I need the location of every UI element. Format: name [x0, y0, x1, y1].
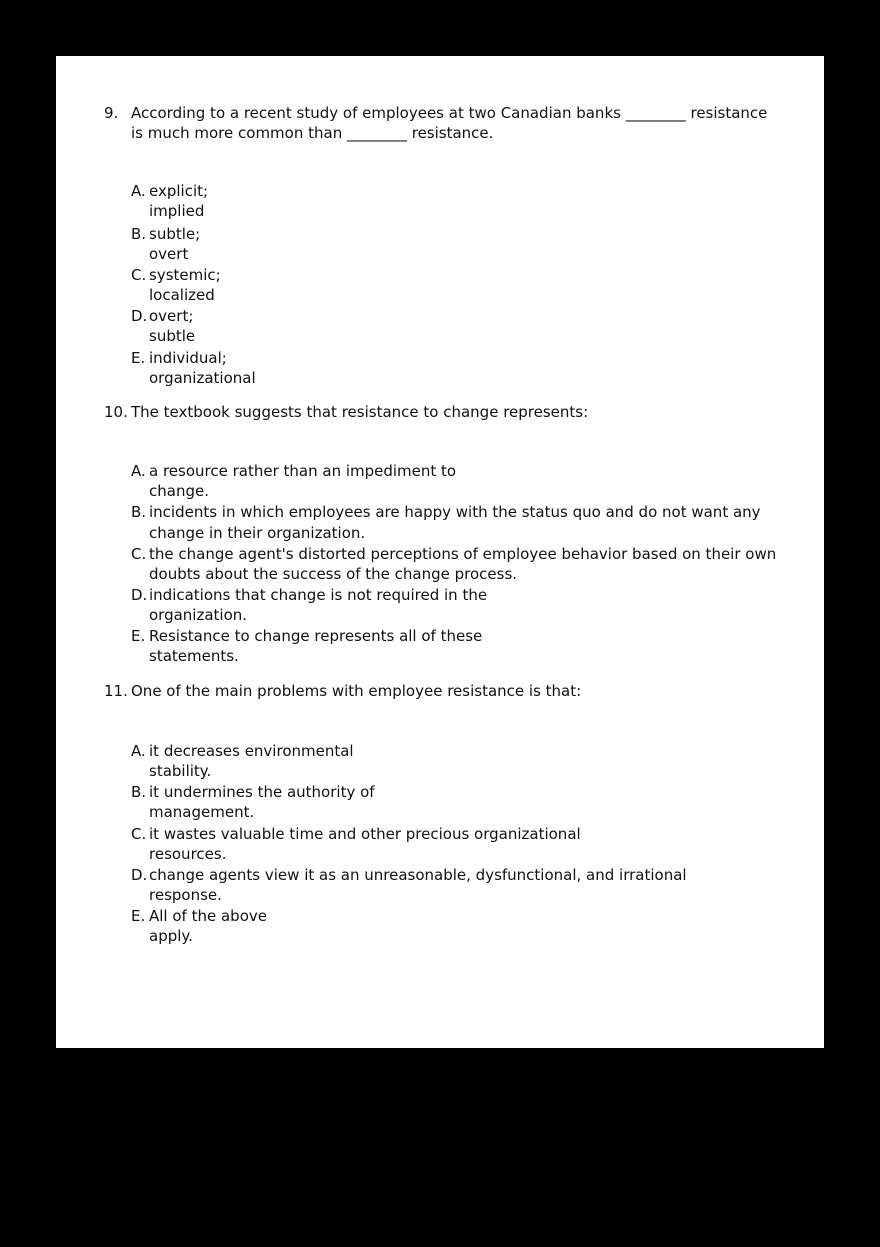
option-letter: D.: [131, 866, 148, 884]
option-text: implied: [149, 202, 205, 220]
option-letter: A.: [131, 182, 146, 200]
option-letter: C.: [131, 825, 147, 843]
question-text-line: One of the main problems with employee resistance is that:: [131, 682, 582, 700]
option-letter: D.: [131, 586, 148, 604]
option-text: indications that change is not required in the: [149, 586, 488, 604]
option-letter: B.: [131, 783, 147, 801]
option-text: incidents in which employees are happy with the status quo and do not want any: [149, 503, 761, 521]
option-letter: D.: [131, 307, 148, 325]
option-letter: B.: [131, 503, 147, 521]
question-number: 10.: [104, 403, 128, 421]
option-letter: C.: [131, 266, 147, 284]
option-text: Resistance to change represents all of these: [149, 627, 483, 645]
option-letter: B.: [131, 225, 147, 243]
question-number: 9.: [104, 104, 119, 122]
option-letter: E.: [131, 627, 146, 645]
option-text: resources.: [149, 845, 227, 863]
option-text: localized: [149, 286, 215, 304]
option-letter: A.: [131, 742, 146, 760]
option-text: apply.: [149, 927, 193, 945]
option-text: overt: [149, 245, 189, 263]
option-letter: A.: [131, 462, 146, 480]
option-text: it decreases environmental: [149, 742, 354, 760]
option-text: change agents view it as an unreasonable, dysfunctional, and irrational: [149, 866, 687, 884]
option-text: doubts about the success of the change process.: [149, 565, 518, 583]
question-number: 11.: [104, 682, 128, 700]
option-text: statements.: [149, 647, 239, 665]
question-text-line: The textbook suggests that resistance to change represents:: [131, 403, 589, 421]
option-text: change in their organization.: [149, 524, 366, 542]
option-text: All of the above: [149, 907, 267, 925]
option-text: the change agent's distorted perceptions of employee behavior based on their own: [149, 545, 777, 563]
option-text: overt;: [149, 307, 194, 325]
option-text: stability.: [149, 762, 212, 780]
question-text-line: is much more common than ________ resistance.: [131, 124, 494, 142]
option-text: a resource rather than an impediment to: [149, 462, 457, 480]
option-letter: C.: [131, 545, 147, 563]
option-text: change.: [149, 482, 209, 500]
option-text: explicit;: [149, 182, 209, 200]
option-text: response.: [149, 886, 222, 904]
document-page: [56, 56, 824, 1048]
option-text: organization.: [149, 606, 248, 624]
option-text: management.: [149, 803, 255, 821]
option-letter: E.: [131, 907, 146, 925]
option-letter: E.: [131, 349, 146, 367]
option-text: individual;: [149, 349, 227, 367]
option-text: it wastes valuable time and other precious organizational: [149, 825, 581, 843]
option-text: systemic;: [149, 266, 221, 284]
option-text: subtle: [149, 327, 196, 345]
option-text: it undermines the authority of: [149, 783, 375, 801]
option-text: organizational: [149, 369, 256, 387]
question-text-line: According to a recent study of employees at two Canadian banks ________ resistance: [131, 104, 768, 122]
option-text: subtle;: [149, 225, 201, 243]
